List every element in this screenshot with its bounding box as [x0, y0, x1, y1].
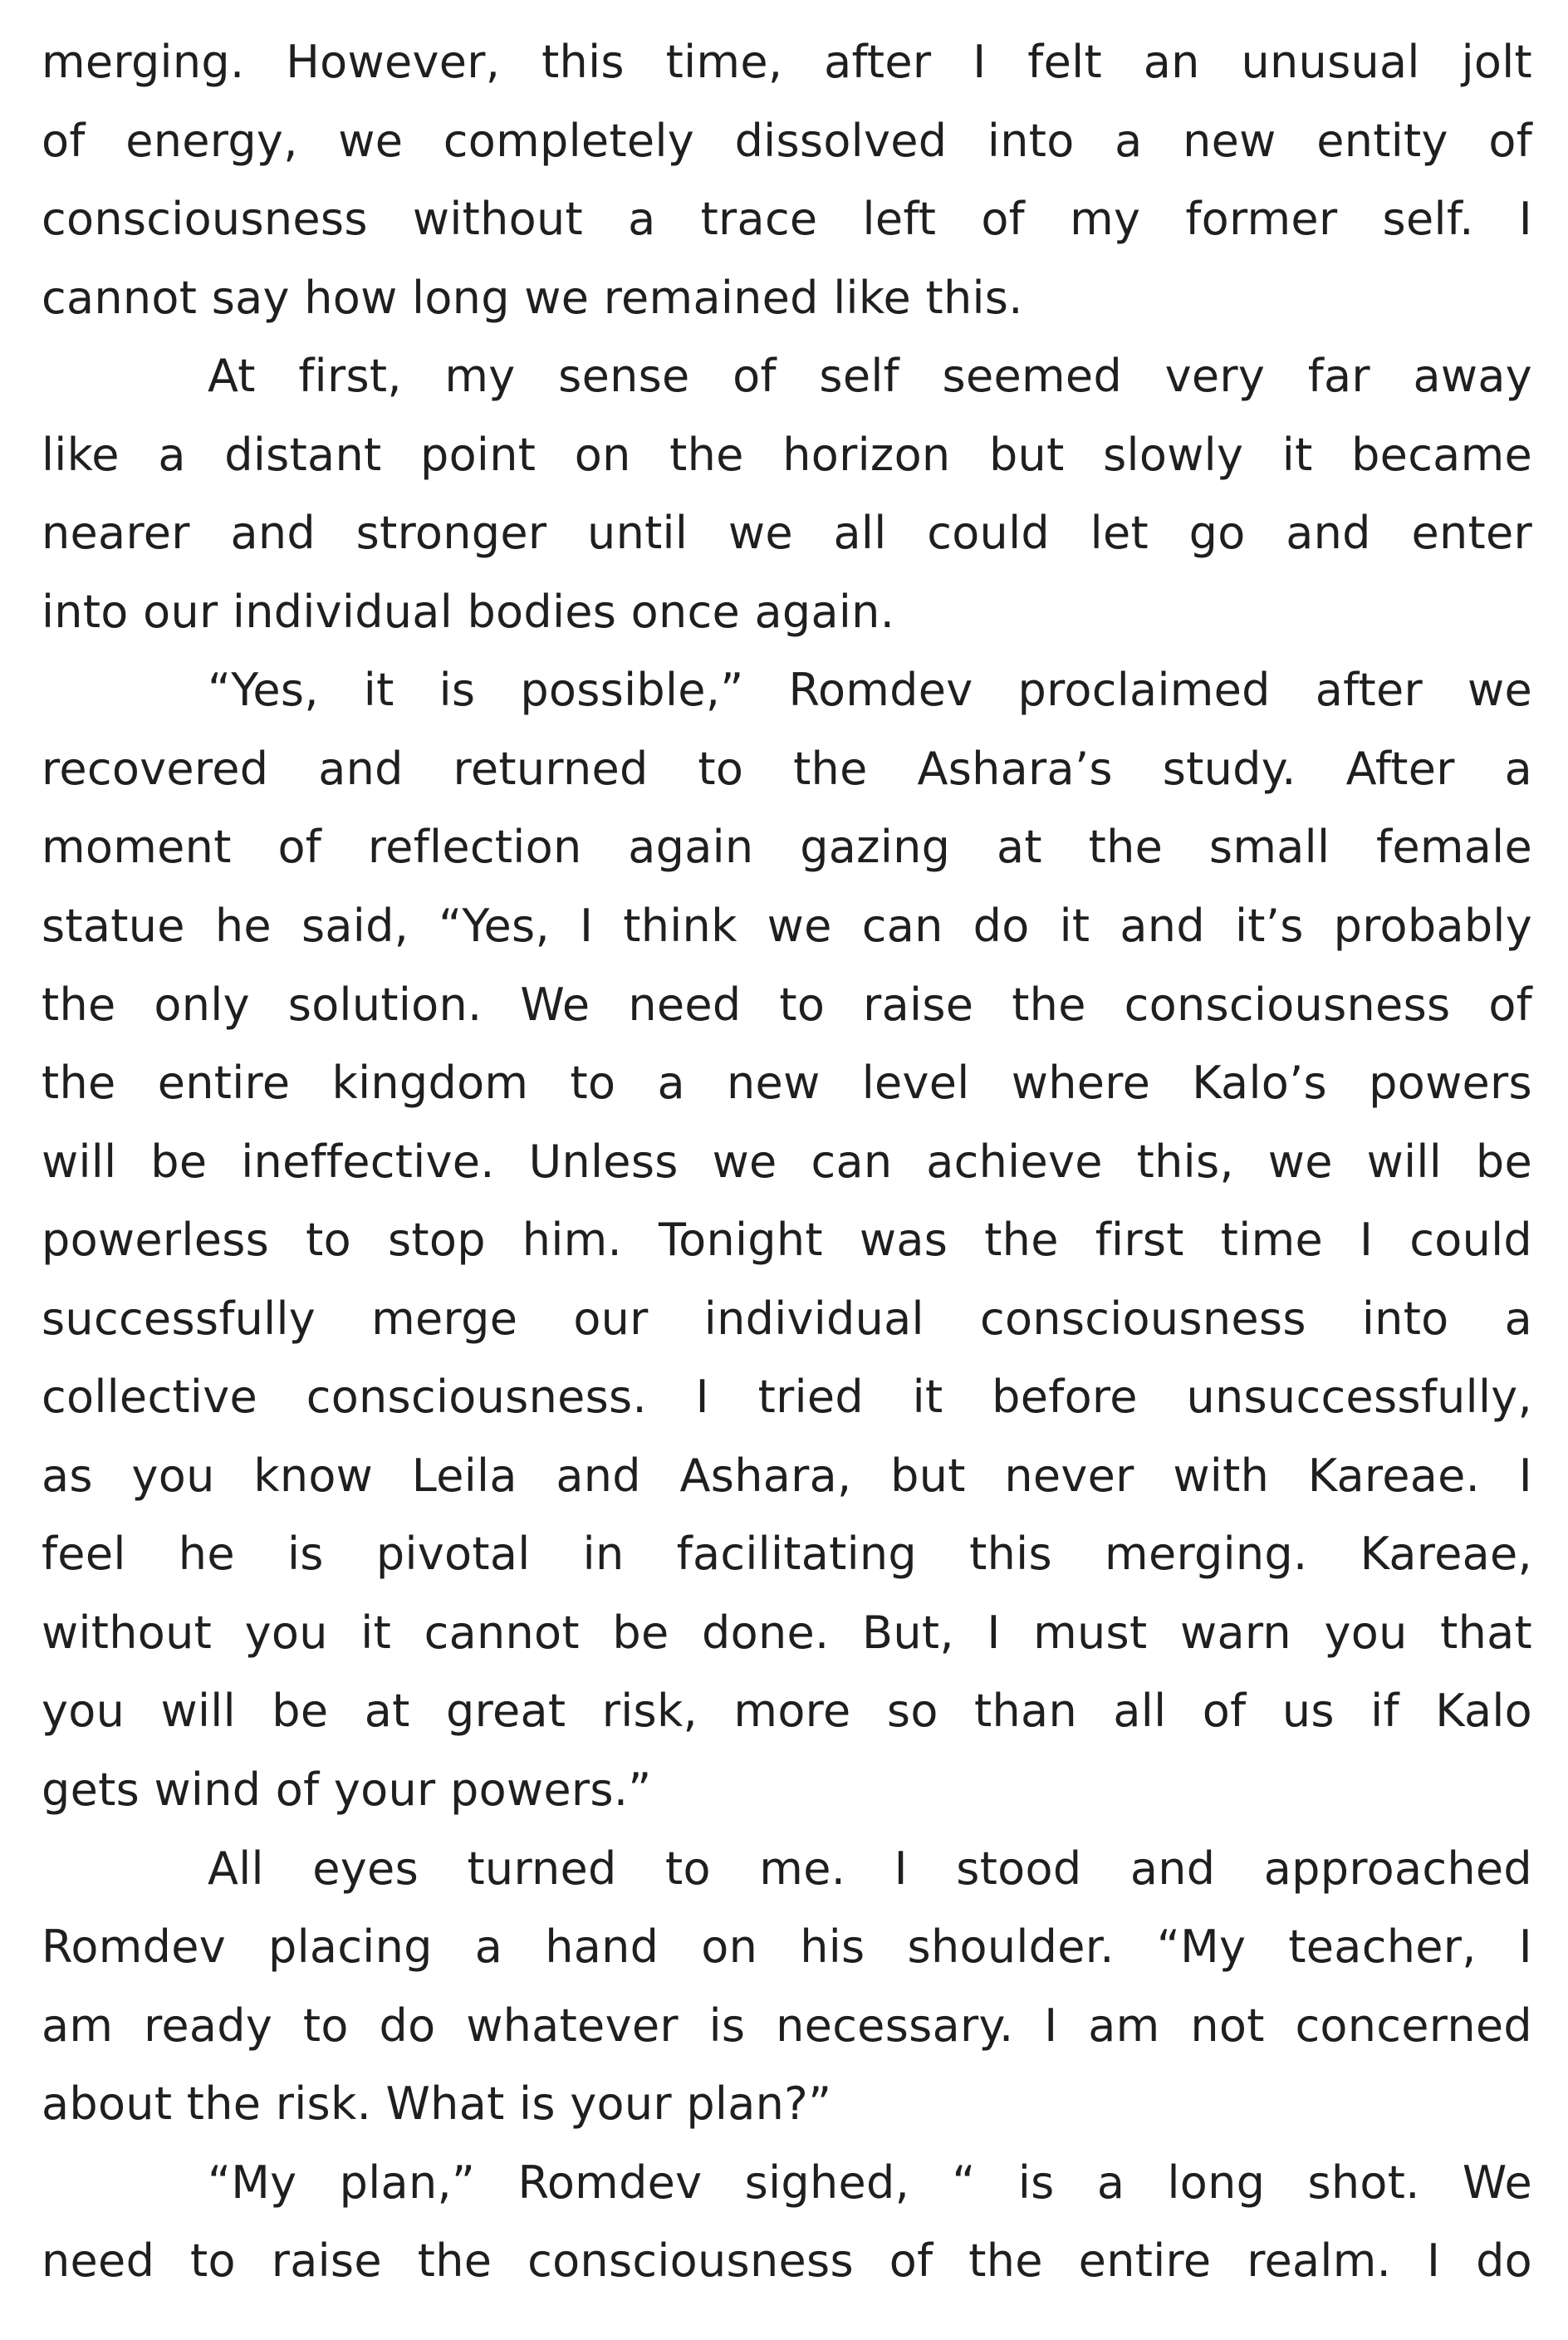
text-line: statue he said, “Yes, I think we can do it and it’s probably [42, 900, 1532, 953]
text-line: into our individual bodies once again. [42, 585, 895, 638]
text-line: All eyes turned to me. I stood and approached [208, 1842, 1532, 1895]
text-line: At first, my sense of self seemed very far away [208, 350, 1532, 403]
text-line: collective consciousness. I tried it before unsuccessfully, [42, 1371, 1532, 1424]
text-line: recovered and returned to the Ashara’s study. After a [42, 742, 1532, 795]
text-line: Romdev placing a hand on his shoulder. “My teacher, I [42, 1921, 1532, 1974]
text-line: “My plan,” Romdev sighed, “ is a long shot. We [208, 2156, 1532, 2209]
text-line: consciousness without a trace left of my former self. I [42, 193, 1532, 246]
text-line: successfully merge our individual consciousness into a [42, 1292, 1532, 1345]
text-line: feel he is pivotal in facilitating this merging. Kareae, [42, 1528, 1532, 1581]
text-line: of energy, we completely dissolved into a new entity of [42, 114, 1532, 167]
text-line: am ready to do whatever is necessary. I am not concerned [42, 1999, 1532, 2052]
text-line: powerless to stop him. Tonight was the first time I could [42, 1214, 1532, 1267]
text-line: you will be at great risk, more so than all of us if Kalo [42, 1685, 1532, 1738]
text-line: will be ineffective. Unless we can achieve this, we will be [42, 1135, 1532, 1188]
text-line: without you it cannot be done. But, I must warn you that [42, 1606, 1532, 1659]
text-line: nearer and stronger until we all could let go and enter [42, 507, 1532, 560]
text-line: the only solution. We need to raise the consciousness of [42, 978, 1532, 1031]
text-line: moment of reflection again gazing at the small female [42, 821, 1532, 874]
page-text [42, 23, 1532, 2301]
text-line: about the risk. What is your plan?” [42, 2078, 832, 2131]
text-line: cannot say how long we remained like this. [42, 271, 1023, 324]
text-line: as you know Leila and Ashara, but never with Kareae. I [42, 1449, 1532, 1502]
text-line: merging. However, this time, after I felt an unusual jolt [42, 36, 1532, 88]
text-line: need to raise the consciousness of the entire realm. I do [42, 2235, 1532, 2288]
text-line: gets wind of your powers.” [42, 1764, 652, 1817]
text-line: like a distant point on the horizon but slowly it became [42, 428, 1532, 481]
text-line: “Yes, it is possible,” Romdev proclaimed after we [208, 664, 1532, 717]
text-line: the entire kingdom to a new level where Kalo’s powers [42, 1057, 1532, 1110]
